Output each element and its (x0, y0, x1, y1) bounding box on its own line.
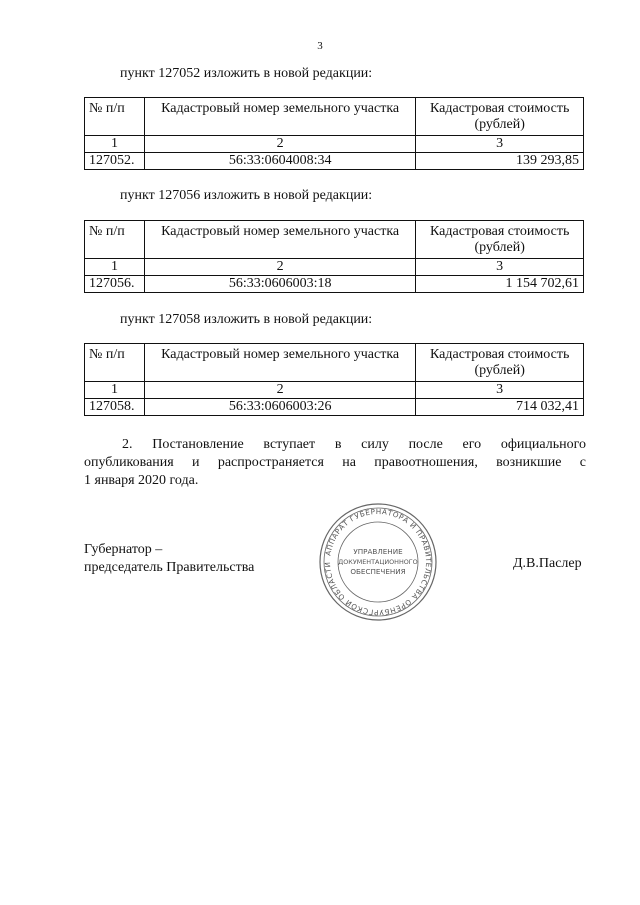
cadastral-table-127058 (84, 343, 584, 416)
table-header-row (85, 98, 584, 136)
effective-date-paragraph (84, 436, 586, 490)
column-number-2: 2 (144, 136, 415, 153)
seal-center-line: ДОКУМЕНТАЦИОННОГО (338, 558, 418, 566)
column-number-2: 2 (144, 259, 415, 276)
row-cadastral-number: 56:33:0606003:26 (144, 399, 415, 416)
signer-name: Д.В.Паслер (513, 556, 582, 571)
header-number: № п/п (85, 221, 145, 259)
paragraph-line: 2. Постановление вступает в силу после его официального (122, 437, 586, 452)
official-seal (318, 501, 438, 623)
table-header-row (85, 221, 584, 259)
table-row (85, 399, 584, 416)
cadastral-table-127052 (84, 97, 584, 170)
section-intro-127056: пункт 127056 изложить в новой редакции: (120, 188, 373, 203)
row-cadastral-value: 714 032,41 (416, 399, 584, 416)
column-number-row (85, 382, 584, 399)
column-number-2: 2 (144, 382, 415, 399)
seal-center-line: УПРАВЛЕНИЕ (353, 547, 403, 556)
signer-title-line: председатель Правительства (84, 560, 255, 575)
cadastral-table-127056 (84, 220, 584, 293)
paragraph-line: опубликования и распространяется на правоотношения, возникшие с (84, 455, 586, 470)
row-cadastral-value: 139 293,85 (416, 153, 584, 170)
table-header-row (85, 344, 584, 382)
column-number-3: 3 (416, 136, 584, 153)
signer-title-line: Губернатор – (84, 542, 163, 557)
header-number: № п/п (85, 344, 145, 382)
column-number-1: 1 (85, 136, 145, 153)
header-cadastral-number: Кадастровый номер земельного участка (144, 98, 415, 136)
header-cadastral-number: Кадастровый номер земельного участка (144, 221, 415, 259)
section-intro-127058: пункт 127058 изложить в новой редакции: (120, 312, 373, 327)
header-cadastral-value: Кадастровая стоимость (рублей) (416, 98, 584, 136)
row-number: 127058. (85, 399, 145, 416)
row-cadastral-number: 56:33:0604008:34 (144, 153, 415, 170)
header-cadastral-number: Кадастровый номер земельного участка (144, 344, 415, 382)
header-cadastral-value: Кадастровая стоимость (рублей) (416, 344, 584, 382)
column-number-row (85, 136, 584, 153)
seal-center-line: ОБЕСПЕЧЕНИЯ (350, 567, 406, 576)
header-number: № п/п (85, 98, 145, 136)
paragraph-line: 1 января 2020 года. (84, 473, 199, 488)
table-row (85, 276, 584, 293)
column-number-3: 3 (416, 382, 584, 399)
signer-title (84, 541, 254, 577)
section-intro-127052: пункт 127052 изложить в новой редакции: (120, 66, 373, 81)
column-number-1: 1 (85, 259, 145, 276)
row-cadastral-number: 56:33:0606003:18 (144, 276, 415, 293)
table-row (85, 153, 584, 170)
seal-ring-text: АППАРАТ ГУБЕРНАТОРА И ПРАВИТЕЛЬСТВА ОРЕНБУРГСКОЙ ОБЛАСТИ (322, 506, 434, 618)
row-number: 127056. (85, 276, 145, 293)
column-number-3: 3 (416, 259, 584, 276)
page-number: 3 (317, 40, 323, 52)
header-cadastral-value: Кадастровая стоимость (рублей) (416, 221, 584, 259)
row-number: 127052. (85, 153, 145, 170)
column-number-row (85, 259, 584, 276)
row-cadastral-value: 1 154 702,61 (416, 276, 584, 293)
column-number-1: 1 (85, 382, 145, 399)
